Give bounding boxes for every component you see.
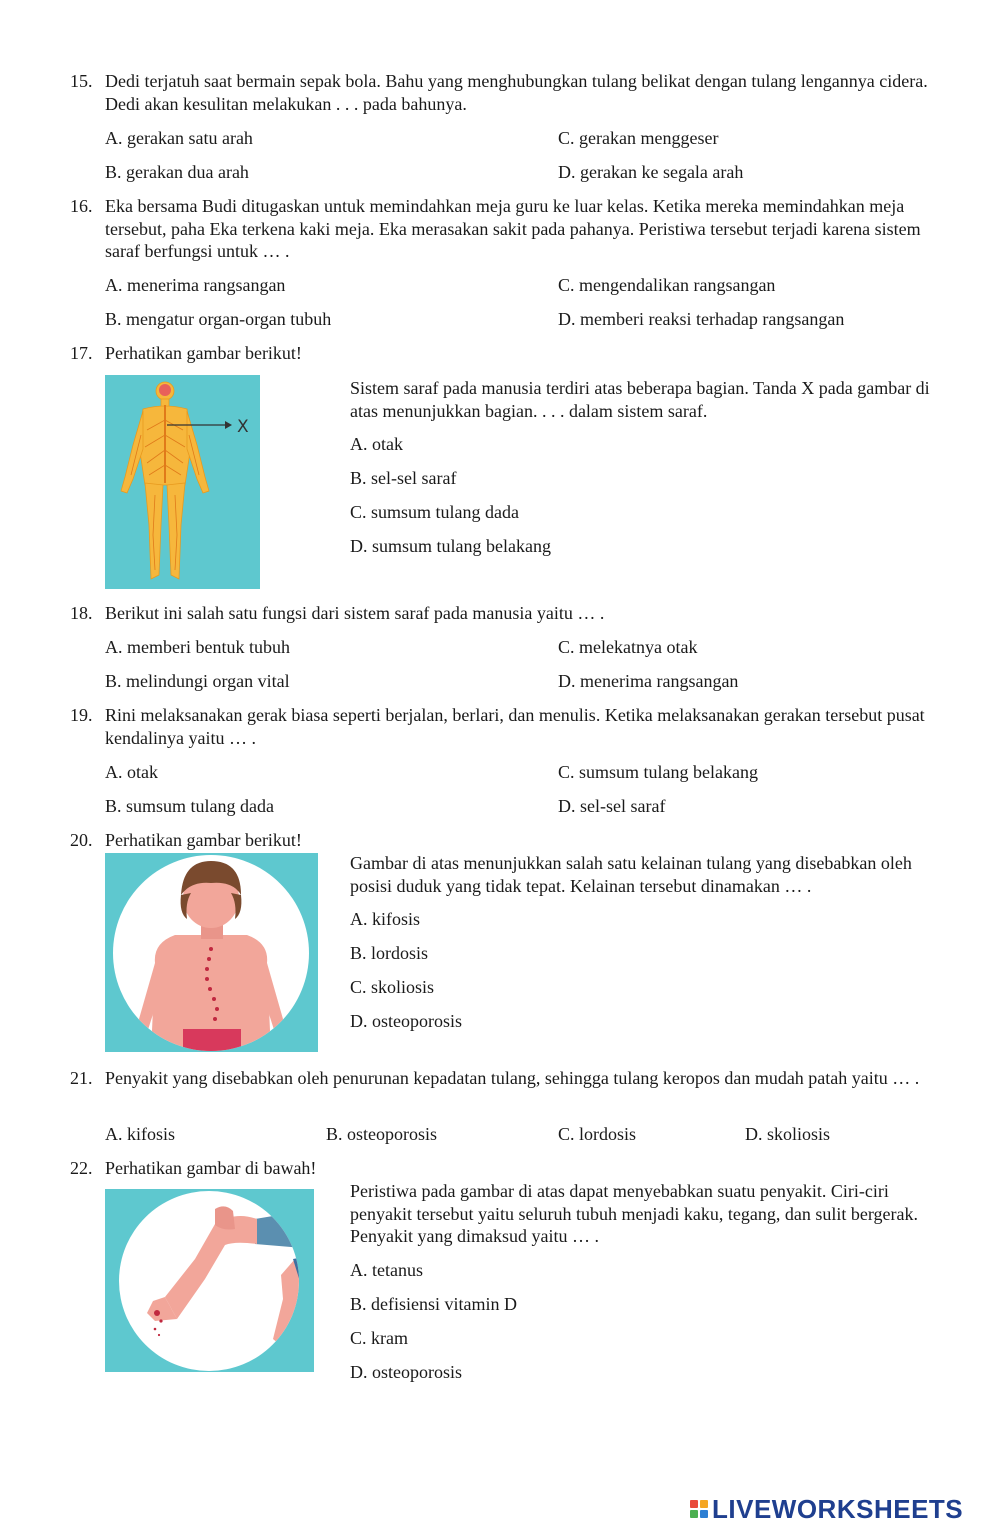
question-text: Penyakit yang disebabkan oleh penurunan kepadatan tulang, sehingga tulang keropos dan mudah patah yaitu … .: [105, 1068, 920, 1088]
question-number: 15.: [70, 71, 93, 91]
option-a[interactable]: A. kifosis: [350, 909, 421, 929]
question-number: 18.: [70, 603, 93, 623]
option-d[interactable]: D. memberi reaksi terhadap rangsangan: [558, 309, 845, 329]
question-15: [70, 70, 930, 115]
nervous-system-figure: [105, 375, 260, 589]
question-side-text: Gambar di atas menunjukkan salah satu kelainan tulang yang disebabkan oleh posisi duduk yang tidak tepat. Kelainan tersebut dinamakan … .: [350, 853, 912, 896]
option-c[interactable]: C. mengendalikan rangsangan: [558, 275, 776, 295]
question-text: Perhatikan gambar berikut!: [105, 343, 302, 363]
question-text: Perhatikan gambar di bawah!: [105, 1158, 317, 1178]
question-16: [70, 195, 930, 263]
option-d[interactable]: D. sumsum tulang belakang: [350, 536, 551, 556]
foot-wound-figure: [105, 1189, 314, 1372]
option-a[interactable]: A. otak: [350, 434, 403, 454]
question-text: Dedi terjatuh saat bermain sepak bola. Bahu yang menghubungkan tulang belikat dengan tulang lengannya cidera. Dedi akan kesulitan melakukan . . . pada bahunya.: [105, 71, 928, 114]
question-text: Eka bersama Budi ditugaskan untuk memindahkan meja guru ke luar kelas. Ketika mereka memindahkan meja tersebut, paha Eka terkena kaki meja. Eka merasakan sakit pada pahanya. Peristiwa tersebut terjadi karena sistem saraf berfungsi untuk … .: [105, 196, 921, 261]
option-d[interactable]: D. osteoporosis: [350, 1362, 462, 1382]
question-number: 22.: [70, 1158, 93, 1178]
logo-text: LIVEWORKSHEETS: [712, 1493, 964, 1524]
question-number: 17.: [70, 343, 93, 363]
question-17: [70, 342, 930, 365]
option-d[interactable]: D. gerakan ke segala arah: [558, 162, 744, 182]
option-b[interactable]: B. sumsum tulang dada: [105, 796, 274, 816]
option-d[interactable]: D. osteoporosis: [350, 1011, 462, 1031]
option-c[interactable]: C. lordosis: [558, 1124, 637, 1144]
option-b[interactable]: B. gerakan dua arah: [105, 162, 249, 182]
question-number: 21.: [70, 1068, 93, 1088]
question-text: Rini melaksanakan gerak biasa seperti berjalan, berlari, dan menulis. Ketika melaksanakan gerakan tersebut pusat kendalinya yaitu … .: [105, 705, 925, 748]
question-22: [70, 1157, 930, 1180]
question-20: [70, 829, 930, 852]
question-number: 16.: [70, 196, 93, 216]
option-a[interactable]: A. otak: [105, 762, 158, 782]
option-a[interactable]: A. gerakan satu arah: [105, 128, 253, 148]
option-c[interactable]: C. melekatnya otak: [558, 637, 698, 657]
option-d[interactable]: D. sel-sel saraf: [558, 796, 666, 816]
question-19: [70, 704, 930, 749]
question-side-text: Peristiwa pada gambar di atas dapat menyebabkan suatu penyakit. Ciri-ciri penyakit tersebut yaitu seluruh tubuh menjadi kaku, tegang, dan sulit bergerak. Penyakit yang dimaksud yaitu … .: [350, 1181, 919, 1246]
option-a[interactable]: A. memberi bentuk tubuh: [105, 637, 290, 657]
option-b[interactable]: B. osteoporosis: [326, 1124, 438, 1144]
question-18: [70, 602, 930, 625]
option-a[interactable]: A. kifosis: [105, 1124, 176, 1144]
logo-icon: [690, 1500, 708, 1518]
question-text: Berikut ini salah satu fungsi dari sistem saraf pada manusia yaitu … .: [105, 603, 605, 623]
liveworksheets-logo: [690, 1494, 963, 1524]
option-b[interactable]: B. melindungi organ vital: [105, 671, 290, 691]
option-c[interactable]: C. kram: [350, 1328, 408, 1348]
option-b[interactable]: B. sel-sel saraf: [350, 468, 457, 488]
question-21: [70, 1067, 930, 1090]
option-a[interactable]: A. menerima rangsangan: [105, 275, 286, 295]
figure-label-x: X: [237, 417, 249, 437]
option-b[interactable]: B. defisiensi vitamin D: [350, 1294, 517, 1314]
option-c[interactable]: C. skoliosis: [350, 977, 435, 997]
question-number: 20.: [70, 830, 93, 850]
option-c[interactable]: C. sumsum tulang belakang: [558, 762, 758, 782]
option-d[interactable]: D. skoliosis: [745, 1124, 831, 1144]
question-number: 19.: [70, 705, 93, 725]
option-c[interactable]: C. gerakan menggeser: [558, 128, 719, 148]
option-a[interactable]: A. tetanus: [350, 1260, 423, 1280]
option-b[interactable]: B. mengatur organ-organ tubuh: [105, 309, 332, 329]
option-b[interactable]: B. lordosis: [350, 943, 429, 963]
question-side-text: Sistem saraf pada manusia terdiri atas beberapa bagian. Tanda X pada gambar di atas menunjukkan bagian. . . . dalam sistem saraf.: [350, 378, 930, 421]
scoliosis-figure: [105, 853, 318, 1052]
option-c[interactable]: C. sumsum tulang dada: [350, 502, 519, 522]
option-d[interactable]: D. menerima rangsangan: [558, 671, 739, 691]
question-text: Perhatikan gambar berikut!: [105, 830, 302, 850]
